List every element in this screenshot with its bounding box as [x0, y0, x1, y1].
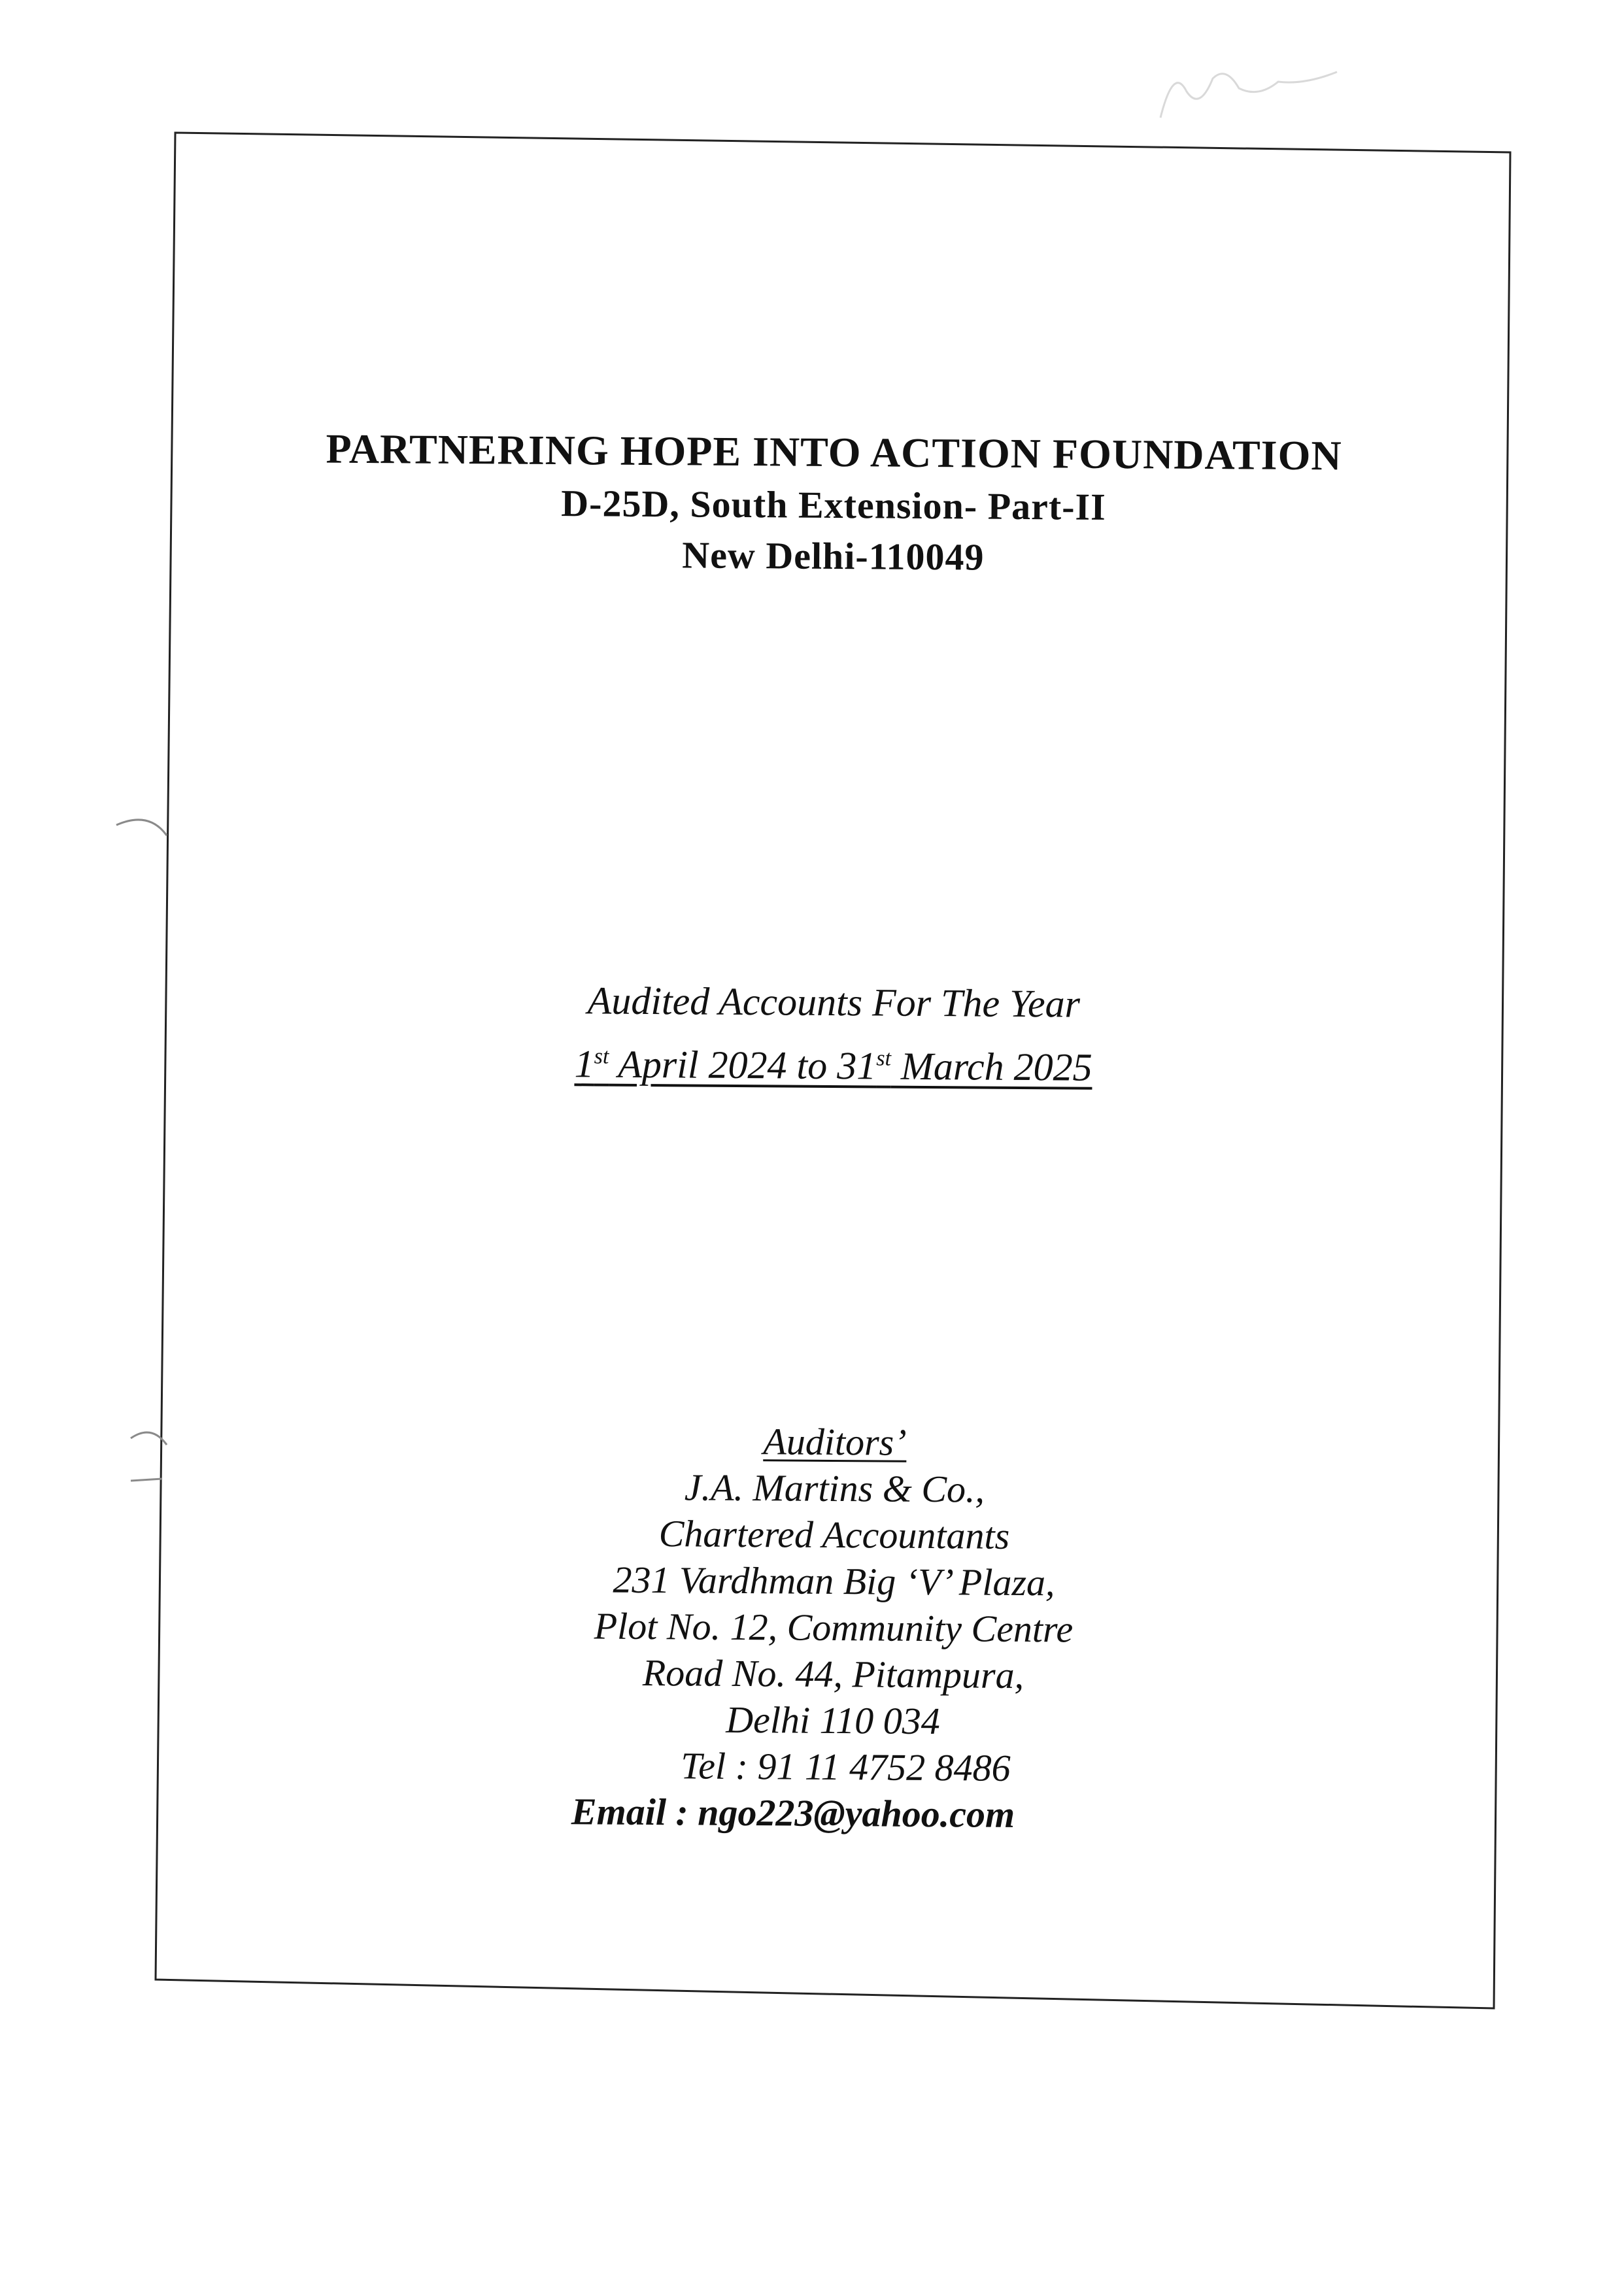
auditor-firm-name: J.A. Martins & Co., [684, 1466, 985, 1511]
organization-address-line1: D-25D, South Extension- Part-II [561, 482, 1106, 528]
organization-header [163, 420, 1504, 586]
organization-address-line2: New Delhi-110049 [682, 533, 985, 579]
accounts-title-block [163, 970, 1504, 1098]
period-middle: April 2024 to 31 [609, 1042, 877, 1088]
auditors-block [162, 1414, 1505, 1841]
period-end: March 2025 [890, 1044, 1092, 1089]
auditor-address-line: Delhi 110 034 [726, 1698, 941, 1743]
period-end-suffix: st [876, 1046, 892, 1071]
auditor-address-line: 231 Vardhman Big ‘V’ Plaza, [613, 1558, 1055, 1604]
auditor-designation: Chartered Accountants [658, 1512, 1010, 1557]
auditor-telephone: Tel : 91 11 4752 8486 [681, 1744, 1011, 1789]
faint-pencil-mark [1154, 52, 1350, 124]
period-start-suffix: st [594, 1044, 609, 1069]
accounts-period [574, 1028, 1092, 1096]
period-start-day: 1 [574, 1042, 594, 1086]
auditor-address-line: Plot No. 12, Community Centre [594, 1604, 1074, 1651]
auditor-email: Email : ngo223@yahoo.com [571, 1790, 1015, 1836]
auditor-address-line: Road No. 44, Pitampura, [642, 1651, 1024, 1697]
auditors-heading: Auditors’ [763, 1420, 907, 1464]
accounts-title: Audited Accounts For The Year [587, 979, 1081, 1026]
organization-name: PARTNERING HOPE INTO ACTION FOUNDATION [326, 425, 1342, 479]
